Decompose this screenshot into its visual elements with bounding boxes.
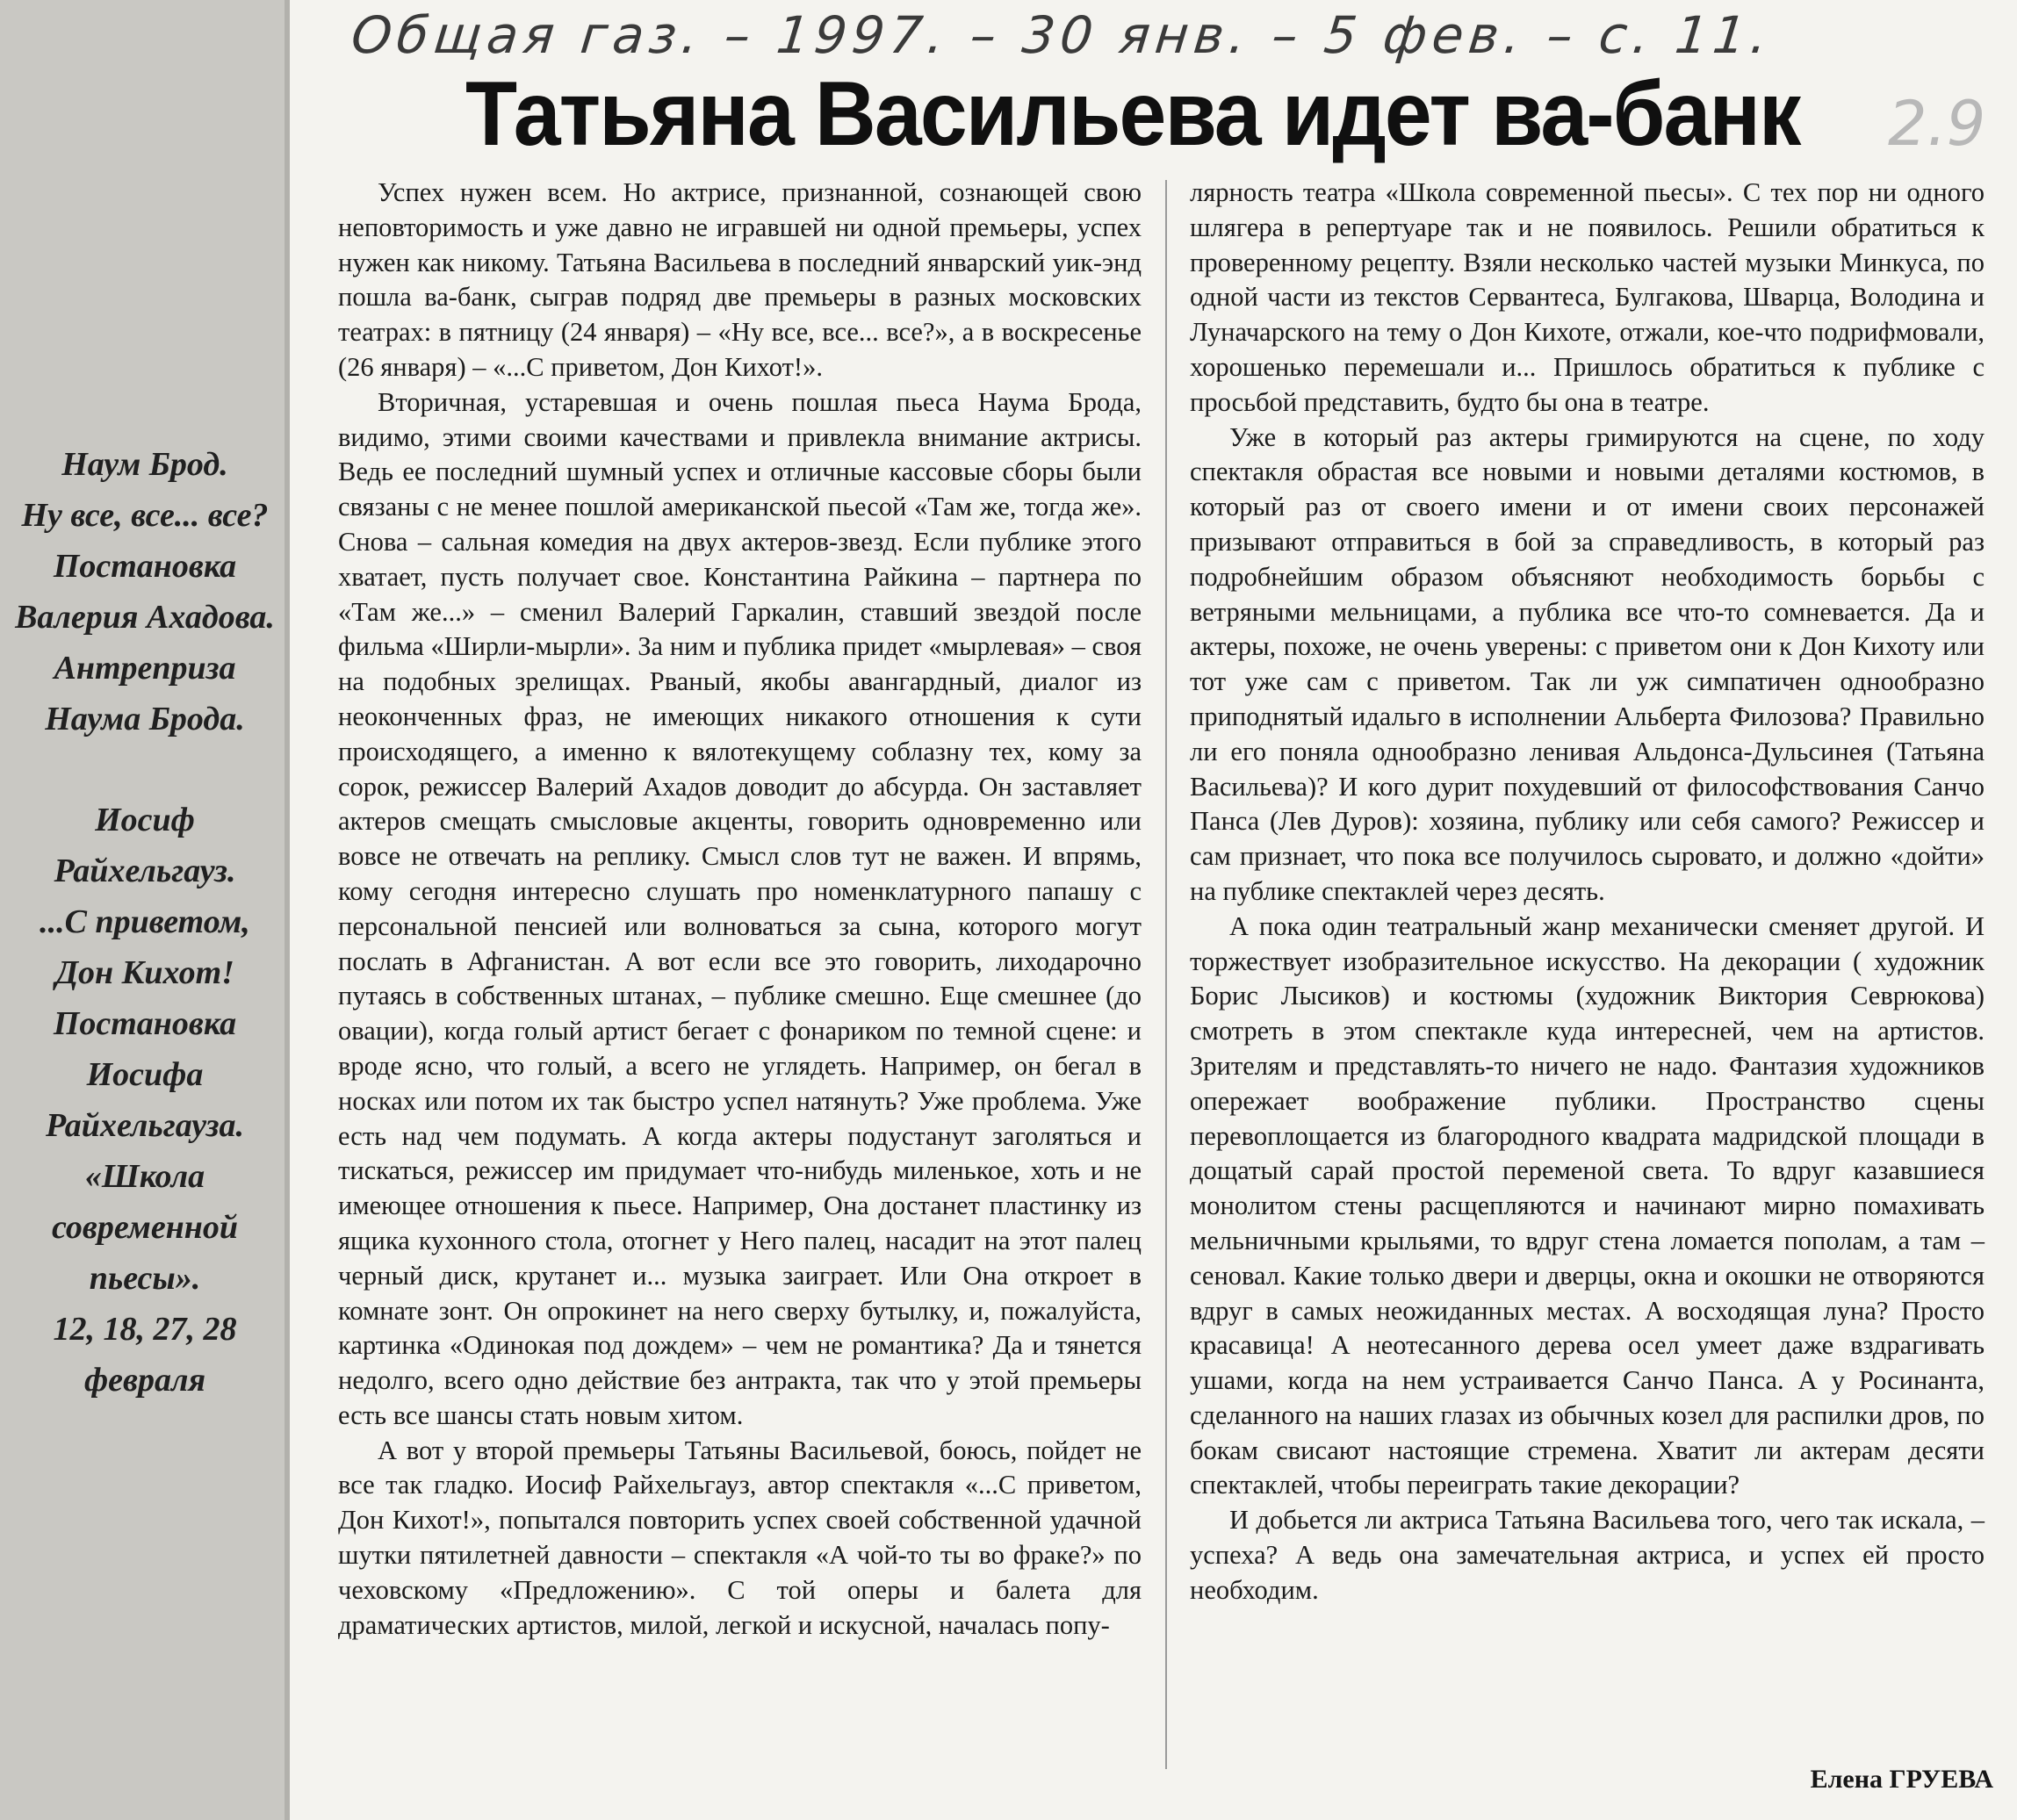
credits-line: февраля [83, 1362, 206, 1399]
credits-line: пьесы». [89, 1260, 201, 1297]
article-paragraph: Успех нужен всем. Но актрисе, признанной, сознающей свою неповторимость и уже давно не игравшей ни одной премьеры, успех нужен как никому. Татьяна Васильева в последний январский уик-энд пошла ва-банк, сыграв подряд две премьеры в разных московских театрах: в пятницу (24 января) – «Ну все, все... все?», а в воскресенье (26 января) – «...С приветом, Дон Кихот!». [338, 177, 1142, 382]
credits-line: Наума Брода. [45, 701, 245, 737]
credits-line: Иосифа [86, 1056, 204, 1093]
credits-line: Дон Кихот! [55, 954, 234, 991]
credits-line: Наум Брод. [61, 446, 228, 483]
article-headline: Татьяна Васильева идет ва-банк [465, 63, 1800, 165]
article-paragraph: Уже в который раз актеры гримируются на сцене, по ходу спектакля обрастая все новыми и новыми деталями костюмов, в который раз от своего имени и от имени своих персонажей призывают отправиться в бой за справедливость, в который раз подробнейшим образом объясняют необходимость борьбы с ветряными мельницами, а публика все что-то сомневается. Да и актеры, похоже, не очень уверены: с приветом они к Дон Кихоту или тот уже сам с приветом. Так ли уж симпатичен однообразно приподнятый идальго в исполнении Альберта Филозова? Правильно ли его поняла однообразно ленивая Альдонса-Дульсинея (Татьяна Васильева)? И кого дурит похудевший от философствования Санчо Панса (Лев Дуров): хозяина, публику или себя самого? Режиссер и сам признает, что пока все получилось сыровато, и должно «дойти» на публике спектаклей через десять. [1190, 421, 1985, 906]
credits-play-1 [9, 439, 281, 745]
credits-play-2 [9, 795, 281, 1406]
article-paragraph: А пока один театральный жанр механически сменяет другой. И торжествует изобразительное искусство. На декорации ( художник Борис Лысиков) и костюмы (художник Виктория Севрюкова) смотреть в этом спектакле куда интересней, чем на артистов. Зрителям и представлять-то ничего не надо. Фантазия художников опережает воображение публики. Пространство сцены перевоплощается из благородного квадрата мадридской площади в дощатый сарай простой переменой света. То вдруг казавшиеся монолитом стены расщепляются и начинают мирно помахивать мельничными крыльями, то вдруг стена ломается пополам, а там – сеновал. Какие только двери и дверцы, окна и окошки не отворяются вдруг в самых неожиданных местах. А восходящая луна? Просто красавица! А неотесанного дерева осел умеет даже вздрагивать ушами, когда на нем устраивается Санчо Панса. А у Росинанта, сделанного на наших глазах из обычных козел для распилки дров, по бокам свисают настоящие стремена. Хватит ли актерам десяти спектаклей, чтобы переиграть такие декорации? [1190, 910, 1985, 1500]
article-paragraph: Вторичная, устаревшая и очень пошлая пьеса Наума Брода, видимо, этими своими качествами и привлекла внимание актрисы. Ведь ее последний шумный успех и отличные кассовые сборы были связаны с не менее пошлой американской пьесой «Там же, тогда же». Снова – сальная комедия на двух актеров-звезд. Если публике этого хватает, пусть получает свое. Константина Райкина – партнера по «Там же...» – сменил Валерий Гаркалин, ставший звездой после фильма «Ширли-мырли». За ним и публика придет «мырлевая» – своя на подобных зрелищах. Рваный, якобы авангардный, диалог из неоконченных фраз, не имеющих никакого отношения к сути происходящего, а именно к вялотекущему соблазну тех, кому за сорок, режиссер Валерий Ахадов доводит до абсурда. Он заставляет актеров смещать смысловые акценты, говорить одновременно или вовсе не отвечать на реплику. Смысл слов тут не важен. И впрямь, кому сегодня интересно слушать про номенклатурного папашу с персональной пенсией или волноваться за сына, которого могут послать в Афганистан. А вот если все это говорить, лиходарочно путаясь в собственных штанах, – публике смешно. Еще смешнее (до овации), когда голый артист бегает с фонариком по темной сцене: и вроде ясно, что голый, а всего не углядеть. Например, он бегал в носках или потом их так быстро успел натянуть? Уже проблема. Уже есть над чем подумать. А когда актеры подустанут заголяться и тискаться, режиссер им придумает что-нибудь миленькое, хоть и не имеющее отношения к пьесе. Например, Она достанет пластинку из ящика кухонного стола, отогнет у Него палец, насадит на этот палец черный диск, крутанет и... музыка заиграет. Или Она откроет в комнате зонт. Он опрокинет на него сверху бутылку, и, пожалуйста, картинка «Одинокая под дождем» – чем не романтика? Да и тянется недолго, всего одно действие без антракта, так что у этой премьеры есть все шансы стать новым хитом. [338, 386, 1142, 1430]
credits-line: Валерия Ахадова. [15, 599, 275, 636]
column-divider [1165, 180, 1167, 1769]
credits-line: Иосиф [95, 802, 195, 838]
handwritten-margin-mark: 2.9 [1888, 88, 1986, 160]
handwritten-archive-note: Общая газ. – 1997. – 30 янв. – 5 фев. – с. 11. [349, 5, 1776, 65]
article-paragraph: лярность театра «Школа современной пьесы». С тех пор ни одного шлягера в репертуаре так и не появилось. Решили обратиться к проверенному рецепту. Взяли несколько частей музыки Минкуса, по одной части из текстов Сервантеса, Булгакова, Шварца, Володина и Луначарского на тему о Дон Кихоте, отжали, кое-что подрифмовали, хорошенько перемешали и... Пришлось обратиться к публике с просьбой представить, будто бы она в театре. [1190, 177, 1985, 417]
credits-line: Райхельгауза. [46, 1107, 244, 1144]
credits-line: 12, 18, 27, 28 [53, 1311, 237, 1348]
credits-line: современной [51, 1209, 239, 1246]
credits-line: «Школа [84, 1158, 205, 1195]
article-paragraph: И добьется ли актриса Татьяна Васильева того, чего так искала, – успеха? А ведь она замечательная актриса, и успех ей просто необходим. [1190, 1505, 1985, 1605]
article-column-2 [1190, 176, 1985, 1608]
credits-sidebar [0, 0, 290, 1820]
credits-line: Постановка [53, 1005, 237, 1042]
article-paragraph: А вот у второй премьеры Татьяны Васильевой, боюсь, пойдет не все так гладко. Иосиф Райхельгауз, автор спектакля «...С приветом, Дон Кихот!», попытался повторить успех своей собственной удачной шутки пятилетней давности – спектакля «А чой-то ты во фраке?» по чеховскому «Предложению». С той оперы и балета для драматических артистов, милой, легкой и искусной, началась попу- [338, 1435, 1142, 1640]
credits-line: ...С приветом, [40, 903, 250, 940]
credits-line: Райхельгауз. [54, 852, 236, 889]
credits-line: Постановка [53, 548, 237, 585]
credits-line: Ну все, все... все? [21, 497, 269, 534]
article-column-1 [338, 176, 1142, 1643]
author-byline: Елена ГРУЕВА [1810, 1765, 1993, 1794]
credits-line: Антреприза [54, 650, 236, 687]
